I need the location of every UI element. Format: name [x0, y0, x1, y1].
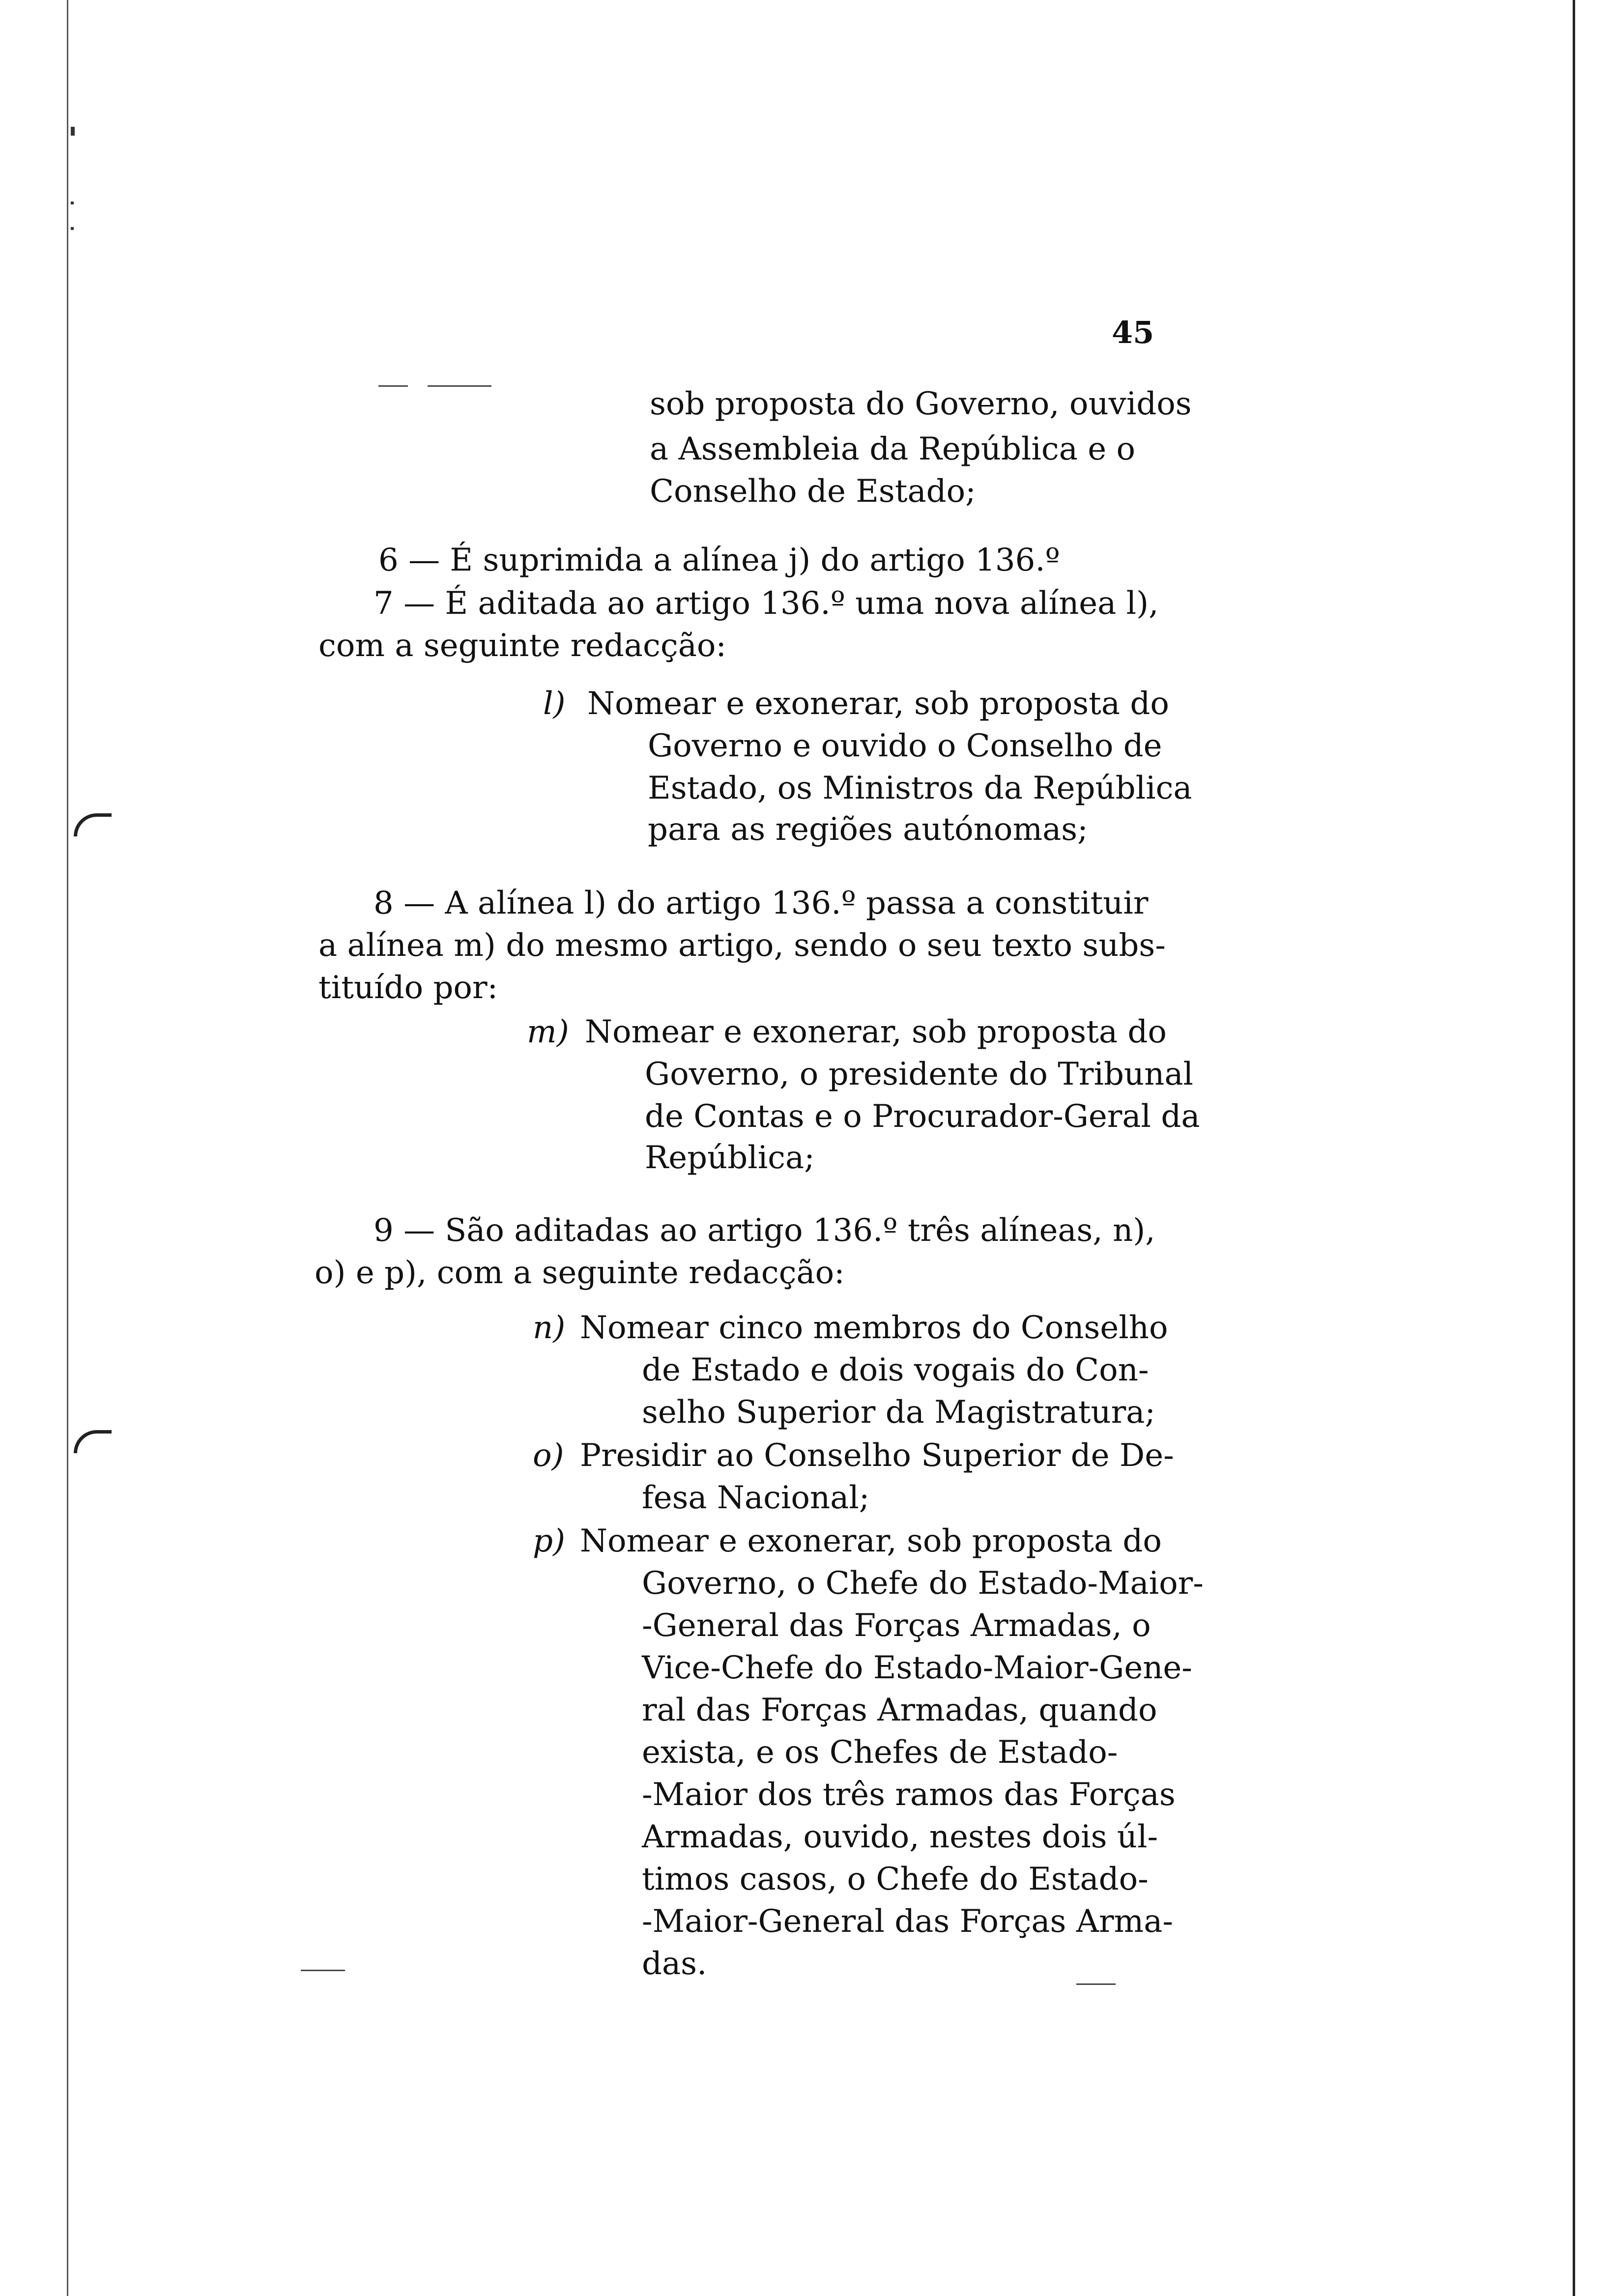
item-p-line: -Maior dos três ramos das Forças [642, 1777, 1176, 1813]
item-p-line: Nomear e exonerar, sob proposta do [580, 1523, 1162, 1559]
item-m-line: República; [645, 1140, 815, 1176]
paragraph-9-line: o) e p), com a seguinte redacção: [315, 1255, 845, 1291]
item-p-line: exista, e os Chefes de Estado- [642, 1734, 1118, 1771]
item-l-label: l) [543, 686, 566, 722]
paragraph-8-line: 8 — A alínea l) do artigo 136.º passa a constituir [374, 885, 1149, 921]
item-l-line: para as regiões autónomas; [648, 811, 1088, 848]
page-number: 45 [1112, 315, 1154, 350]
item-p-line: -General das Forças Armadas, o [642, 1607, 1151, 1644]
item-n-line: de Estado e dois vogais do Con- [642, 1352, 1149, 1388]
binding-mark [74, 813, 112, 836]
item-p-line: Vice-Chefe do Estado-Maior-Gene- [642, 1650, 1192, 1686]
fragment-line: a Assembleia da República e o [650, 431, 1135, 467]
item-o-line: Presidir ao Conselho Superior de De- [580, 1437, 1174, 1474]
scan-dash [428, 385, 491, 387]
item-p-line: Armadas, ouvido, nestes dois úl- [642, 1819, 1158, 1855]
item-o-line: fesa Nacional; [642, 1480, 870, 1516]
fragment-line: Conselho de Estado; [650, 473, 976, 510]
scan-dash [1076, 1983, 1116, 1985]
item-p-line: -Maior-General das Forças Arma- [642, 1903, 1173, 1940]
scan-speck [71, 127, 75, 136]
item-m-line: de Contas e o Procurador-Geral da [645, 1098, 1200, 1135]
item-n-line: Nomear cinco membros do Conselho [580, 1310, 1168, 1346]
item-m-label: m) [527, 1014, 569, 1050]
scan-dash [301, 1970, 345, 1971]
fragment-line: sob proposta do Governo, ouvidos [650, 386, 1192, 422]
scan-speck [71, 227, 74, 230]
item-p-line: ral das Forças Armadas, quando [642, 1692, 1157, 1728]
item-l-line: Estado, os Ministros da República [648, 770, 1192, 806]
paragraph-9-line: 9 — São aditadas ao artigo 136.º três alíneas, n), [374, 1212, 1155, 1249]
scan-left-edge [67, 0, 68, 2296]
scan-speck [71, 201, 74, 204]
paragraph-6: 6 — É suprimida a alínea j) do artigo 136.º [378, 542, 1060, 578]
binding-mark [74, 1430, 112, 1453]
item-n-label: n) [533, 1310, 566, 1346]
item-p-line: Governo, o Chefe do Estado-Maior- [642, 1565, 1204, 1602]
scan-dash [378, 385, 408, 387]
item-m-line: Governo, o presidente do Tribunal [645, 1056, 1193, 1092]
item-l-line: Nomear e exonerar, sob proposta do [587, 686, 1169, 722]
item-o-label: o) [533, 1437, 564, 1474]
item-m-line: Nomear e exonerar, sob proposta do [585, 1014, 1167, 1050]
item-l-line: Governo e ouvido o Conselho de [648, 728, 1162, 764]
item-n-line: selho Superior da Magistratura; [642, 1394, 1155, 1431]
item-p-line: timos casos, o Chefe do Estado- [642, 1861, 1149, 1897]
item-p-line: das. [642, 1946, 707, 1982]
paragraph-8-line: tituído por: [318, 970, 498, 1006]
item-p-label: p) [533, 1523, 565, 1559]
paragraph-7-line: com a seguinte redacção: [318, 628, 726, 664]
scan-right-edge [1573, 0, 1575, 2296]
paragraph-8-line: a alínea m) do mesmo artigo, sendo o seu texto subs- [318, 927, 1166, 964]
paragraph-7-line: 7 — É aditada ao artigo 136.º uma nova alínea l), [374, 585, 1159, 622]
